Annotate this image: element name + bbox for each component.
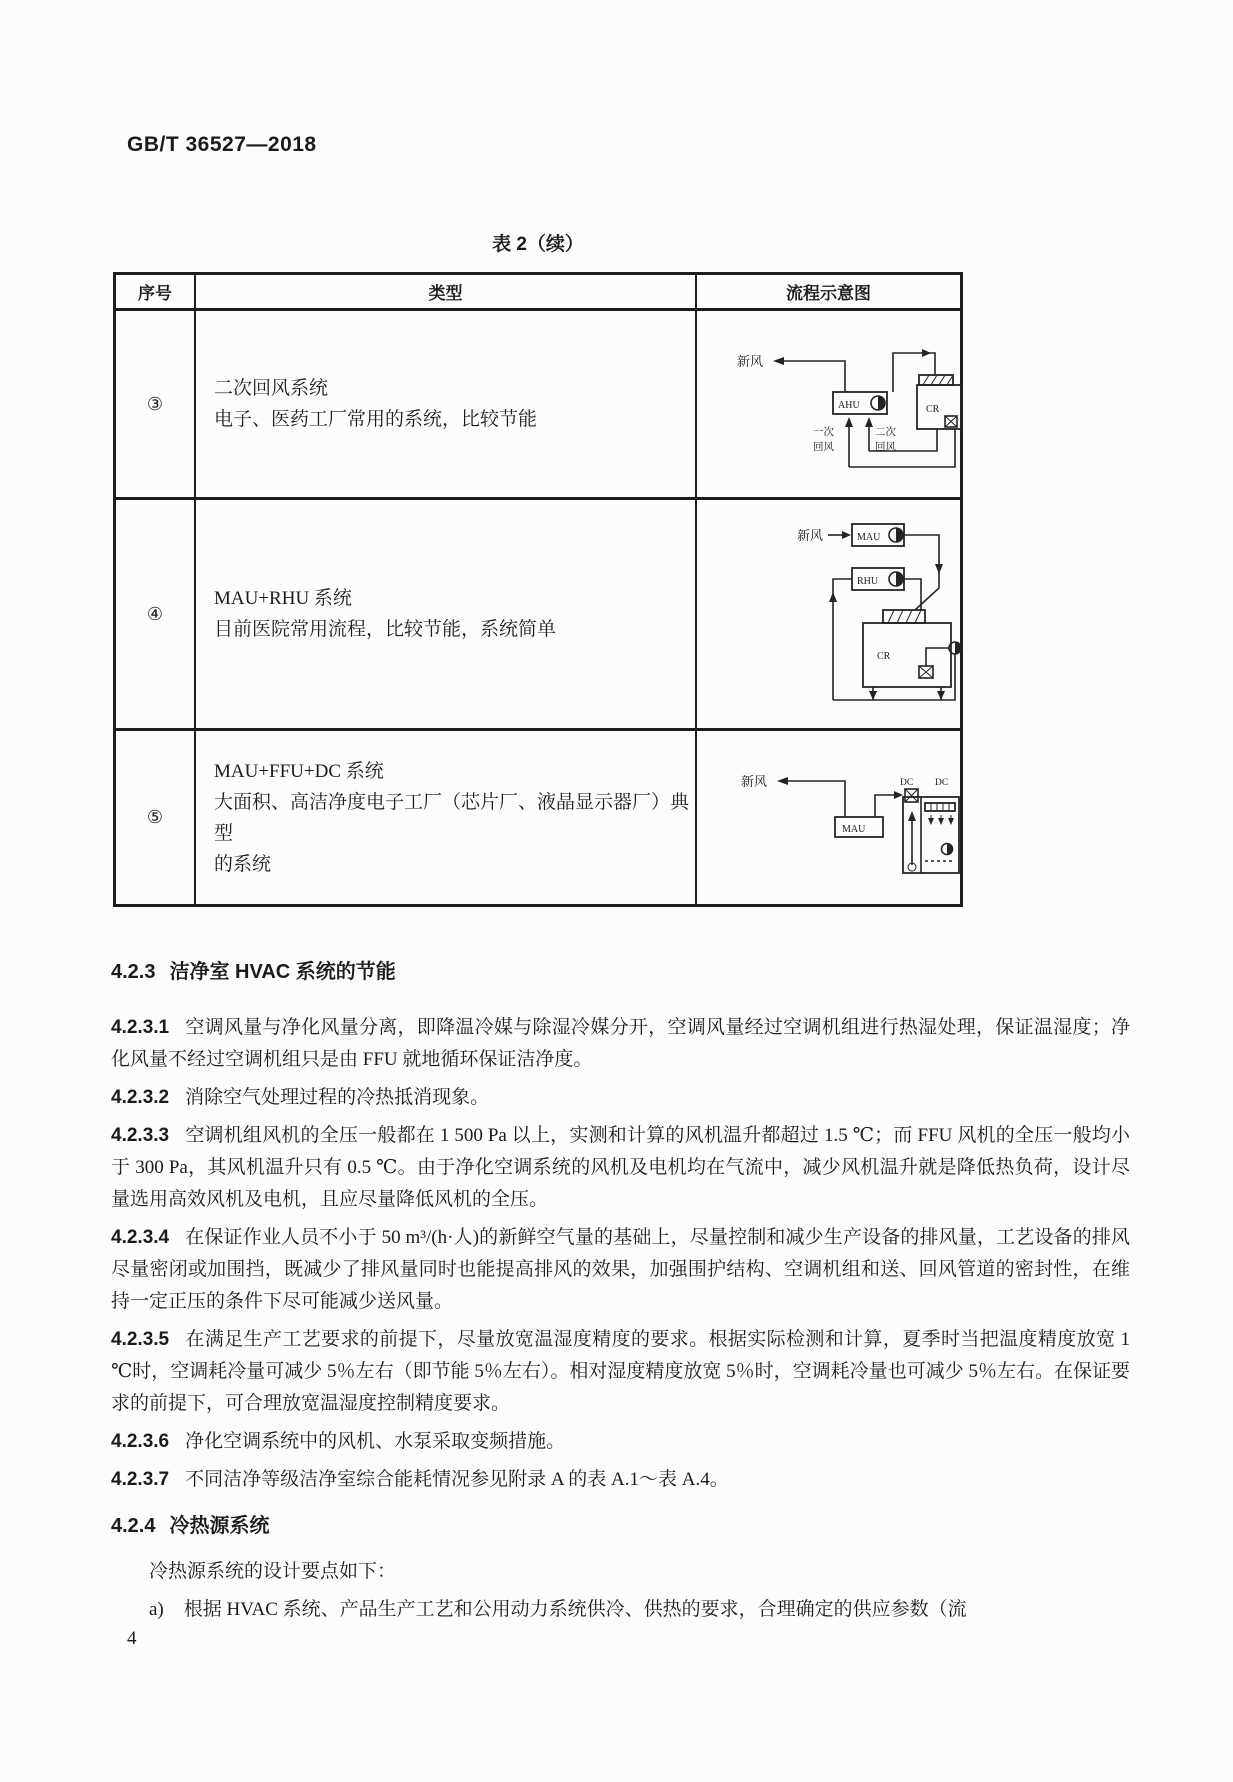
clause-number: 4.2.3.7 [111,1469,170,1490]
system-desc-2: 的系统 [214,853,272,875]
arrow-left-icon [777,777,788,785]
clause-number: 4.2.3.2 [111,1087,170,1108]
list-item-label: a) [149,1599,164,1620]
clause-4237 [111,1464,1130,1496]
clause-number: 4.2.3.1 [111,1017,170,1038]
system-desc: 大面积、高洁净度电子工厂（芯片厂、液晶显示器厂）典型 [214,791,690,844]
system-title: MAU+FFU+DC 系统 [214,760,384,782]
cleanroom-label: CR [926,404,940,415]
clause-4233 [111,1120,1130,1216]
flow-diagram-secondary-return [697,339,962,481]
mau-label: MAU [842,824,866,835]
clause-text: 净化空调系统中的风机、水泵采取变频措施。 [185,1431,566,1452]
row-seq-number: ③ [116,311,196,497]
rhu-label: RHU [857,576,879,587]
row-seq-number: ⑤ [116,731,196,904]
arrow-up-icon [865,417,873,427]
table-caption: 表 2（续） [492,234,584,255]
row-type-cell [196,731,697,904]
clause-4236 [111,1426,1130,1458]
ahu-label: AHU [838,400,860,411]
col-header-type: 类型 [196,275,697,308]
arrow-down-icon [935,564,943,574]
doc-number: GB/T 36527—2018 [127,133,317,156]
clause-text: 不同洁净等级洁净室综合能耗情况参见附录 A 的表 A.1～表 A.4。 [185,1469,729,1490]
flow-diagram-mau-rhu [697,518,962,713]
clause-number: 4.2.3.3 [111,1125,170,1146]
col-header-seq: 序号 [116,275,196,308]
body-text [111,958,1130,1626]
ffu-strip [925,803,955,811]
dc-label: DC [935,778,949,788]
arrow-right-icon [894,791,903,799]
arrow-down-icon [928,818,934,825]
clause-4235 [111,1324,1130,1420]
clause-number: 4.2.3.5 [111,1329,170,1350]
fresh-air-label: 新风 [797,528,824,543]
page-number: 4 [127,1628,137,1649]
arrow-right-icon [842,531,851,539]
clause-4231 [111,1012,1130,1076]
primary-return-label-1: 一次 [813,427,834,438]
arrow-down-icon [948,818,954,825]
row-seq-number: ④ [116,500,196,728]
secondary-return-label-1: 二次 [875,427,896,438]
arrow-right-icon [922,349,931,357]
section-title: 洁净室 HVAC 系统的节能 [169,961,396,983]
section-title: 冷热源系统 [169,1515,270,1537]
fresh-air-label: 新风 [737,354,764,369]
secondary-return-label-2: 回风 [875,442,896,453]
system-desc: 电子、医药工厂常用的系统，比较节能 [214,409,538,430]
table-row [116,311,960,500]
clause-text: 在满足生产工艺要求的前提下，尽量放宽温湿度精度的要求。根据实际检测和计算，夏季时当把温度精度放宽 1 ℃时，空调耗冷量可减少 5％左右（即节能 5％左右）。相对湿度精度放宽 5％时，空调耗冷量也可减少 5％左右。在保证要求的前提下，可合理放宽温湿度控制精度要求。 [111,1329,1130,1414]
arrow-up-icon [845,417,853,427]
intro-paragraph: 冷热源系统的设计要点如下： [149,1561,397,1582]
mau-label: MAU [857,532,881,543]
list-item-text: 根据 HVAC 系统、产品生产工艺和公用动力系统供冷、供热的要求，合理确定的供应参数（流 [183,1599,967,1620]
clause-4232 [111,1082,1130,1114]
arrow-up-icon [829,592,837,602]
primary-return-label-2: 回风 [813,442,834,453]
clause-number: 4.2.3.6 [111,1431,170,1452]
section-heading-424 [111,1512,1130,1540]
clause-text: 在保证作业人员不小于 50 m³/(h·人)的新鲜空气量的基础上，尽量控制和减少生产设备的排风量，工艺设备的排风尽量密闭或加围挡，既减少了排风量同时也能提高排风的效果，加强围护结构、空调机组和送、回风管道的密封性，在维持一定正压的条件下尽可能减少送风量。 [111,1227,1130,1312]
arrow-down-icon [869,691,877,700]
flow-diagram-mau-ffu-dc [697,745,962,883]
system-desc: 目前医院常用流程，比较节能，系统简单 [214,619,557,640]
fresh-air-label: 新风 [741,774,768,789]
list-item-a [111,1594,1130,1626]
row-type-cell [196,500,697,728]
table-row [116,731,960,904]
clause-number: 4.2.3.4 [111,1227,170,1248]
system-title: MAU+RHU 系统 [214,588,352,609]
system-title: 二次回风系统 [214,378,329,399]
section-number: 4.2.3 [111,961,156,983]
clause-text: 空调机组风机的全压一般都在 1 500 Pa 以上，实测和计算的风机温升都超过 1.5 ℃；而 FFU 风机的全压一般均小于 300 Pa，其风机温升只有 0.5 ℃。由于净化空调系统的风机及电机均在气流中，减少风机温升就是降低热负荷，设计尽量选用高效风机及电机，且应尽量降低风机的全压。 [111,1125,1130,1210]
table-header-row [116,275,960,311]
dc-label: DC [900,778,914,788]
arrow-up-icon [908,811,916,821]
col-header-diagram: 流程示意图 [786,284,871,303]
table-row [116,500,960,731]
clause-text: 消除空气处理过程的冷热抵消现象。 [185,1087,490,1108]
arrow-down-icon [937,691,945,700]
clause-4234 [111,1222,1130,1318]
section-number: 4.2.4 [111,1515,156,1537]
section-heading-423 [111,958,1130,986]
arrow-down-icon [938,818,944,825]
row-diagram-cell [697,311,960,497]
systems-table [113,272,963,907]
row-diagram-cell [697,731,960,904]
clause-text: 空调风量与净化风量分离，即降温冷媒与除湿冷媒分开，空调风量经过空调机组进行热湿处理，保证温湿度；净化风量不经过空调机组只是由 FFU 就地循环保证洁净度。 [111,1017,1130,1070]
arrow-left-icon [773,357,784,365]
cleanroom-label: CR [877,651,891,662]
row-type-cell [196,311,697,497]
row-diagram-cell [697,500,960,728]
